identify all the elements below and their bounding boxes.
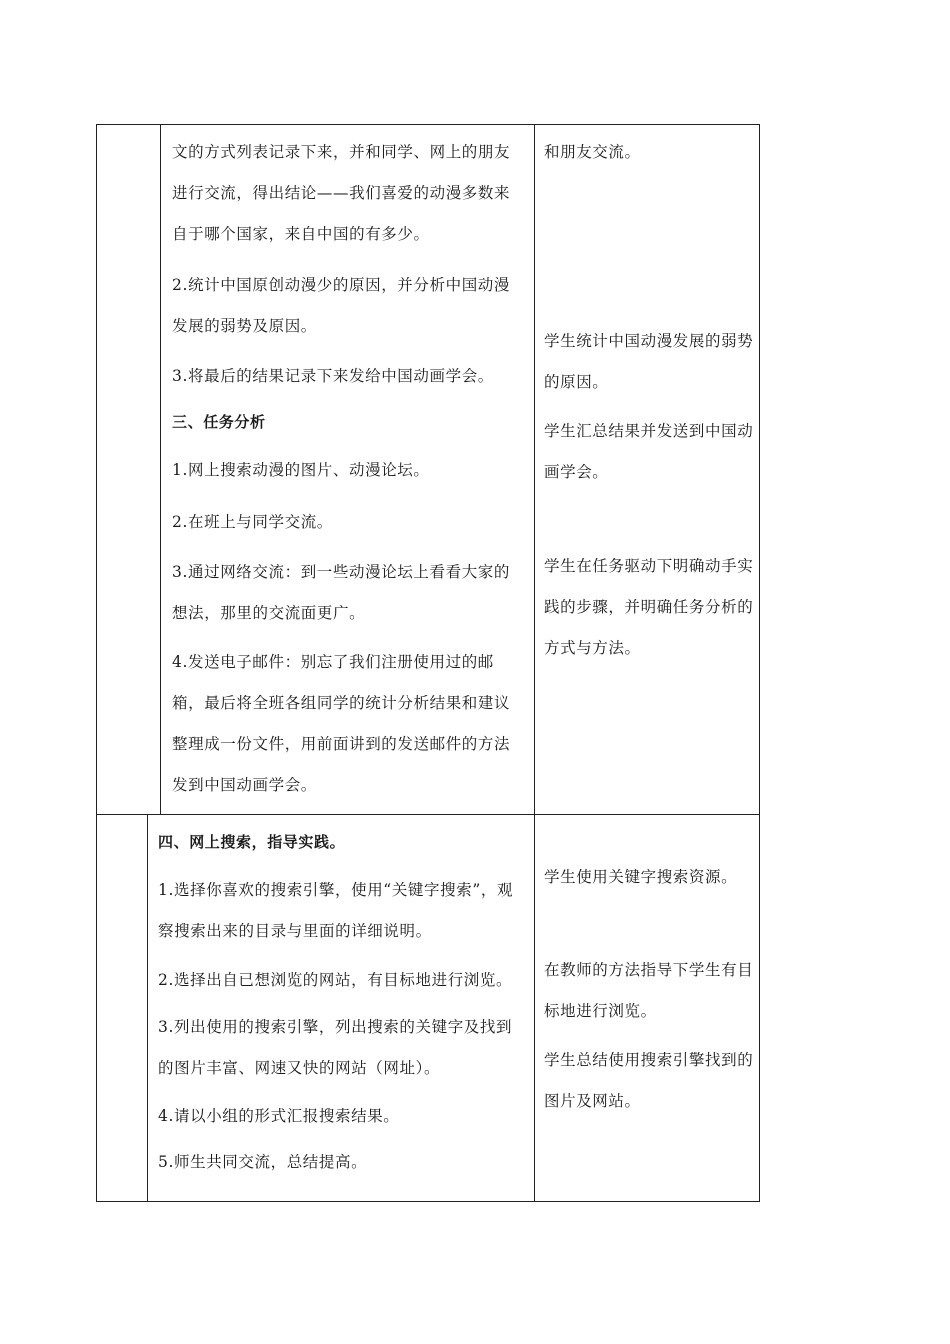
table-border-bottom [96,1201,760,1202]
section-heading: 三、任务分析 [172,413,266,431]
row2-paragraph: 2.选择出自已想浏览的网站，有目标地进行浏览。 [158,971,513,989]
row1-paragraph: 1.网上搜索动漫的图片、动漫论坛。 [172,461,430,479]
row1-paragraph: 文的方式列表记录下来，并和同学、网上的朋友进行交流，得出结论——我们喜爱的动漫多数来自于哪个国家，来自中国的有多少。 [172,143,511,243]
row1-main-cell [172,132,526,812]
table-border-left [96,124,97,1202]
lesson-plan-table [96,124,760,1202]
row2-paragraph: 3.列出使用的搜索引擎，列出搜索的关键字及找到的图片丰富、网速又快的网站（网址）。 [158,1018,513,1077]
row-divider [96,814,760,815]
row2-note: 学生使用关键字搜索资源。 [544,868,738,886]
row2-note: 在教师的方法指导下学生有目标地进行浏览。 [544,961,754,1020]
row1-paragraph: 3.通过网络交流：到一些动漫论坛上看看大家的想法，那里的交流面更广。 [172,563,510,622]
row2-note: 学生总结使用搜索引擎找到的图片及网站。 [544,1051,754,1110]
table-border-top [96,124,760,125]
row1-paragraph: 2.在班上与同学交流。 [172,513,333,531]
row1-note: 和朋友交流。 [544,143,641,161]
row1-note: 学生汇总结果并发送到中国动画学会。 [544,422,754,481]
row2-col-divider-b [534,814,535,1202]
row2-main-cell [158,822,528,1200]
row2-col-divider-a [147,814,148,1202]
row1-note: 学生在任务驱动下明确动手实践的步骤，并明确任务分析的方式与方法。 [544,557,754,657]
row2-paragraph: 4.请以小组的形式汇报搜索结果。 [158,1107,400,1125]
row2-side-cell [544,822,754,1200]
row2-paragraph: 1.选择你喜欢的搜索引擎，使用“关键字搜索”，观察搜索出来的目录与里面的详细说明。 [158,881,514,940]
row1-note: 学生统计中国动漫发展的弱势的原因。 [544,332,754,391]
row1-side-cell [544,132,754,812]
table-border-right [759,124,760,1202]
section-heading: 四、网上搜索，指导实践。 [158,833,346,851]
row1-paragraph: 3.将最后的结果记录下来发给中国动画学会。 [172,367,494,385]
row1-paragraph: 4.发送电子邮件：别忘了我们注册使用过的邮箱，最后将全班各组同学的统计分析结果和建议整理成一份文件，用前面讲到的发送邮件的方法发到中国动画学会。 [172,653,511,794]
row1-col-divider-a [160,124,161,814]
row1-col-divider-b [534,124,535,814]
row1-paragraph: 2.统计中国原创动漫少的原因，并分析中国动漫发展的弱势及原因。 [172,276,510,335]
row2-paragraph: 5.师生共同交流，总结提高。 [158,1153,368,1171]
